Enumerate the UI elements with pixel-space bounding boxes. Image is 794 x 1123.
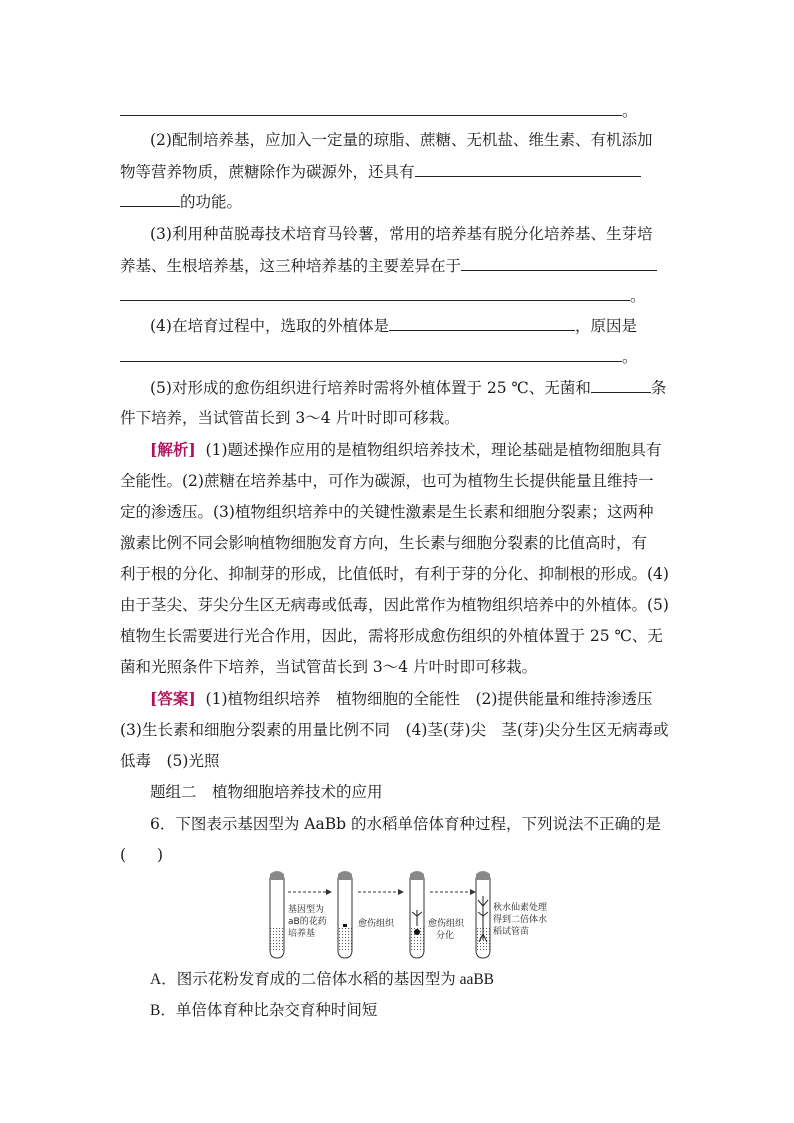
breeding-process-figure (266, 870, 548, 960)
test-tube-1 (270, 871, 284, 958)
analysis-tag: [解析] (150, 440, 196, 459)
analysis-line-3: 定的渗透压。(3)植物组织培养中的关键性激素是生长素和细胞分裂素；这两种 (120, 503, 654, 521)
answer-blank (389, 315, 575, 331)
step3-label-line2: 分化 (436, 931, 455, 941)
answer-blank (120, 191, 180, 207)
tube1-label-line3: 培养基 (288, 929, 316, 939)
tube1-label-line1: 基因型为 (288, 905, 325, 915)
answer-blank (591, 377, 651, 393)
q5-p4-line1: (4)在培育过程中，选取的外植体是 ，原因是 (150, 317, 637, 335)
answer-blank (120, 100, 622, 116)
answer-blank (415, 161, 641, 177)
test-tube-4 (476, 871, 490, 958)
test-tube-3 (410, 871, 424, 958)
q6-option-b: B．单倍体育种比杂交育种时间短 (150, 1002, 378, 1019)
arrow-2-head (398, 889, 404, 895)
q5-p3-line1: (3)利用种苗脱毒技术培育马铃薯，常用的培养基有脱分化培养基、生芽培 (150, 225, 653, 243)
arrow-3-head (470, 889, 476, 895)
answer-line-2: (3)生长素和细胞分裂素的用量比例不同 (4)茎(芽)尖 茎(芽)尖分生区无病毒或 (120, 721, 669, 739)
q5-p2-line2: 物等营养物质，蔗糖除作为碳源外，还具有 (120, 161, 676, 182)
answer-line-3: 低毒 (5)光照 (120, 752, 220, 770)
analysis-line-2: 全能性。(2)蔗糖在培养基中，可作为碳源，也可为植物生长提供能量且维持一 (120, 472, 654, 490)
q5-p3-line2: 养基、生根培养基，这三种培养基的主要差异在于 (120, 255, 676, 276)
q5-p5-line1: (5)对形成的愈伤组织进行培养时需将外植体置于 25 ℃、无菌和 条 (150, 379, 667, 397)
analysis-line-1: [解析] (1)题述操作应用的是植物组织培养技术，理论基础是植物细胞具有 (150, 440, 662, 459)
arrow-1-head (326, 889, 332, 895)
q6-stem-line2: ( ) (120, 846, 164, 864)
q5-p4-line2: 。 (120, 346, 676, 367)
step3-label-line1: 愈伤组织 (428, 919, 465, 929)
test-tube-2 (338, 871, 352, 958)
q5-p5-line2: 件下培养，当试管苗长到 3～4 片叶时即可移栽。 (120, 409, 460, 427)
answer-blank (120, 285, 630, 301)
q5-p2-line3: 的功能。 (120, 191, 676, 212)
step2-label: 愈伤组织 (358, 919, 395, 929)
tube1-label-line2: aB的花药 (288, 917, 327, 927)
answer-blank (120, 346, 622, 362)
answer-tag: [答案] (150, 689, 196, 708)
q6-stem-line1: 6．下图表示基因型为 AaBb 的水稻单倍体育种过程，下列说法不正确的是 (150, 815, 661, 833)
q5-p3-line3: 。 (120, 285, 676, 306)
analysis-line-4: 激素比例不同会影响植物细胞发育方向，生长素与细胞分裂素的比值高时，有 (120, 534, 648, 552)
tube4-label-line1: 秋水仙素处理 (493, 903, 548, 913)
analysis-line-7: 植物生长需要进行光合作用，因此，需将形成愈伤组织的外植体置于 25 ℃、无 (120, 627, 663, 645)
analysis-line-5: 利于根的分化、抑制芽的形成，比值低时，有利于芽的分化、抑制根的形成。(4) (120, 565, 669, 583)
answer-blank (461, 255, 657, 271)
tube4-label-line2: 得到二倍体水 (493, 915, 548, 925)
analysis-line-6: 由于茎尖、芽尖分生区无病毒或低毒，因此常作为植物组织培养中的外植体。(5) (120, 596, 669, 614)
answer-line-1: [答案] (1)植物组织培养 植物细胞的全能性 (2)提供能量和维持渗透压 (150, 689, 653, 708)
q5-p2-line1: (2)配制培养基，应加入一定量的琼脂、蔗糖、无机盐、维生素、有机添加 (150, 131, 653, 149)
analysis-line-8: 菌和光照条件下培养，当试管苗长到 3～4 片叶时即可移栽。 (120, 658, 538, 676)
group-title: 题组二 植物细胞培养技术的应用 (150, 783, 383, 801)
q5-p1-tail: 。 (120, 100, 676, 121)
tube4-label-line3: 稻试管苗 (493, 927, 530, 937)
q6-option-a: A．图示花粉发育成的二倍体水稻的基因型为 aaBB (150, 971, 495, 988)
